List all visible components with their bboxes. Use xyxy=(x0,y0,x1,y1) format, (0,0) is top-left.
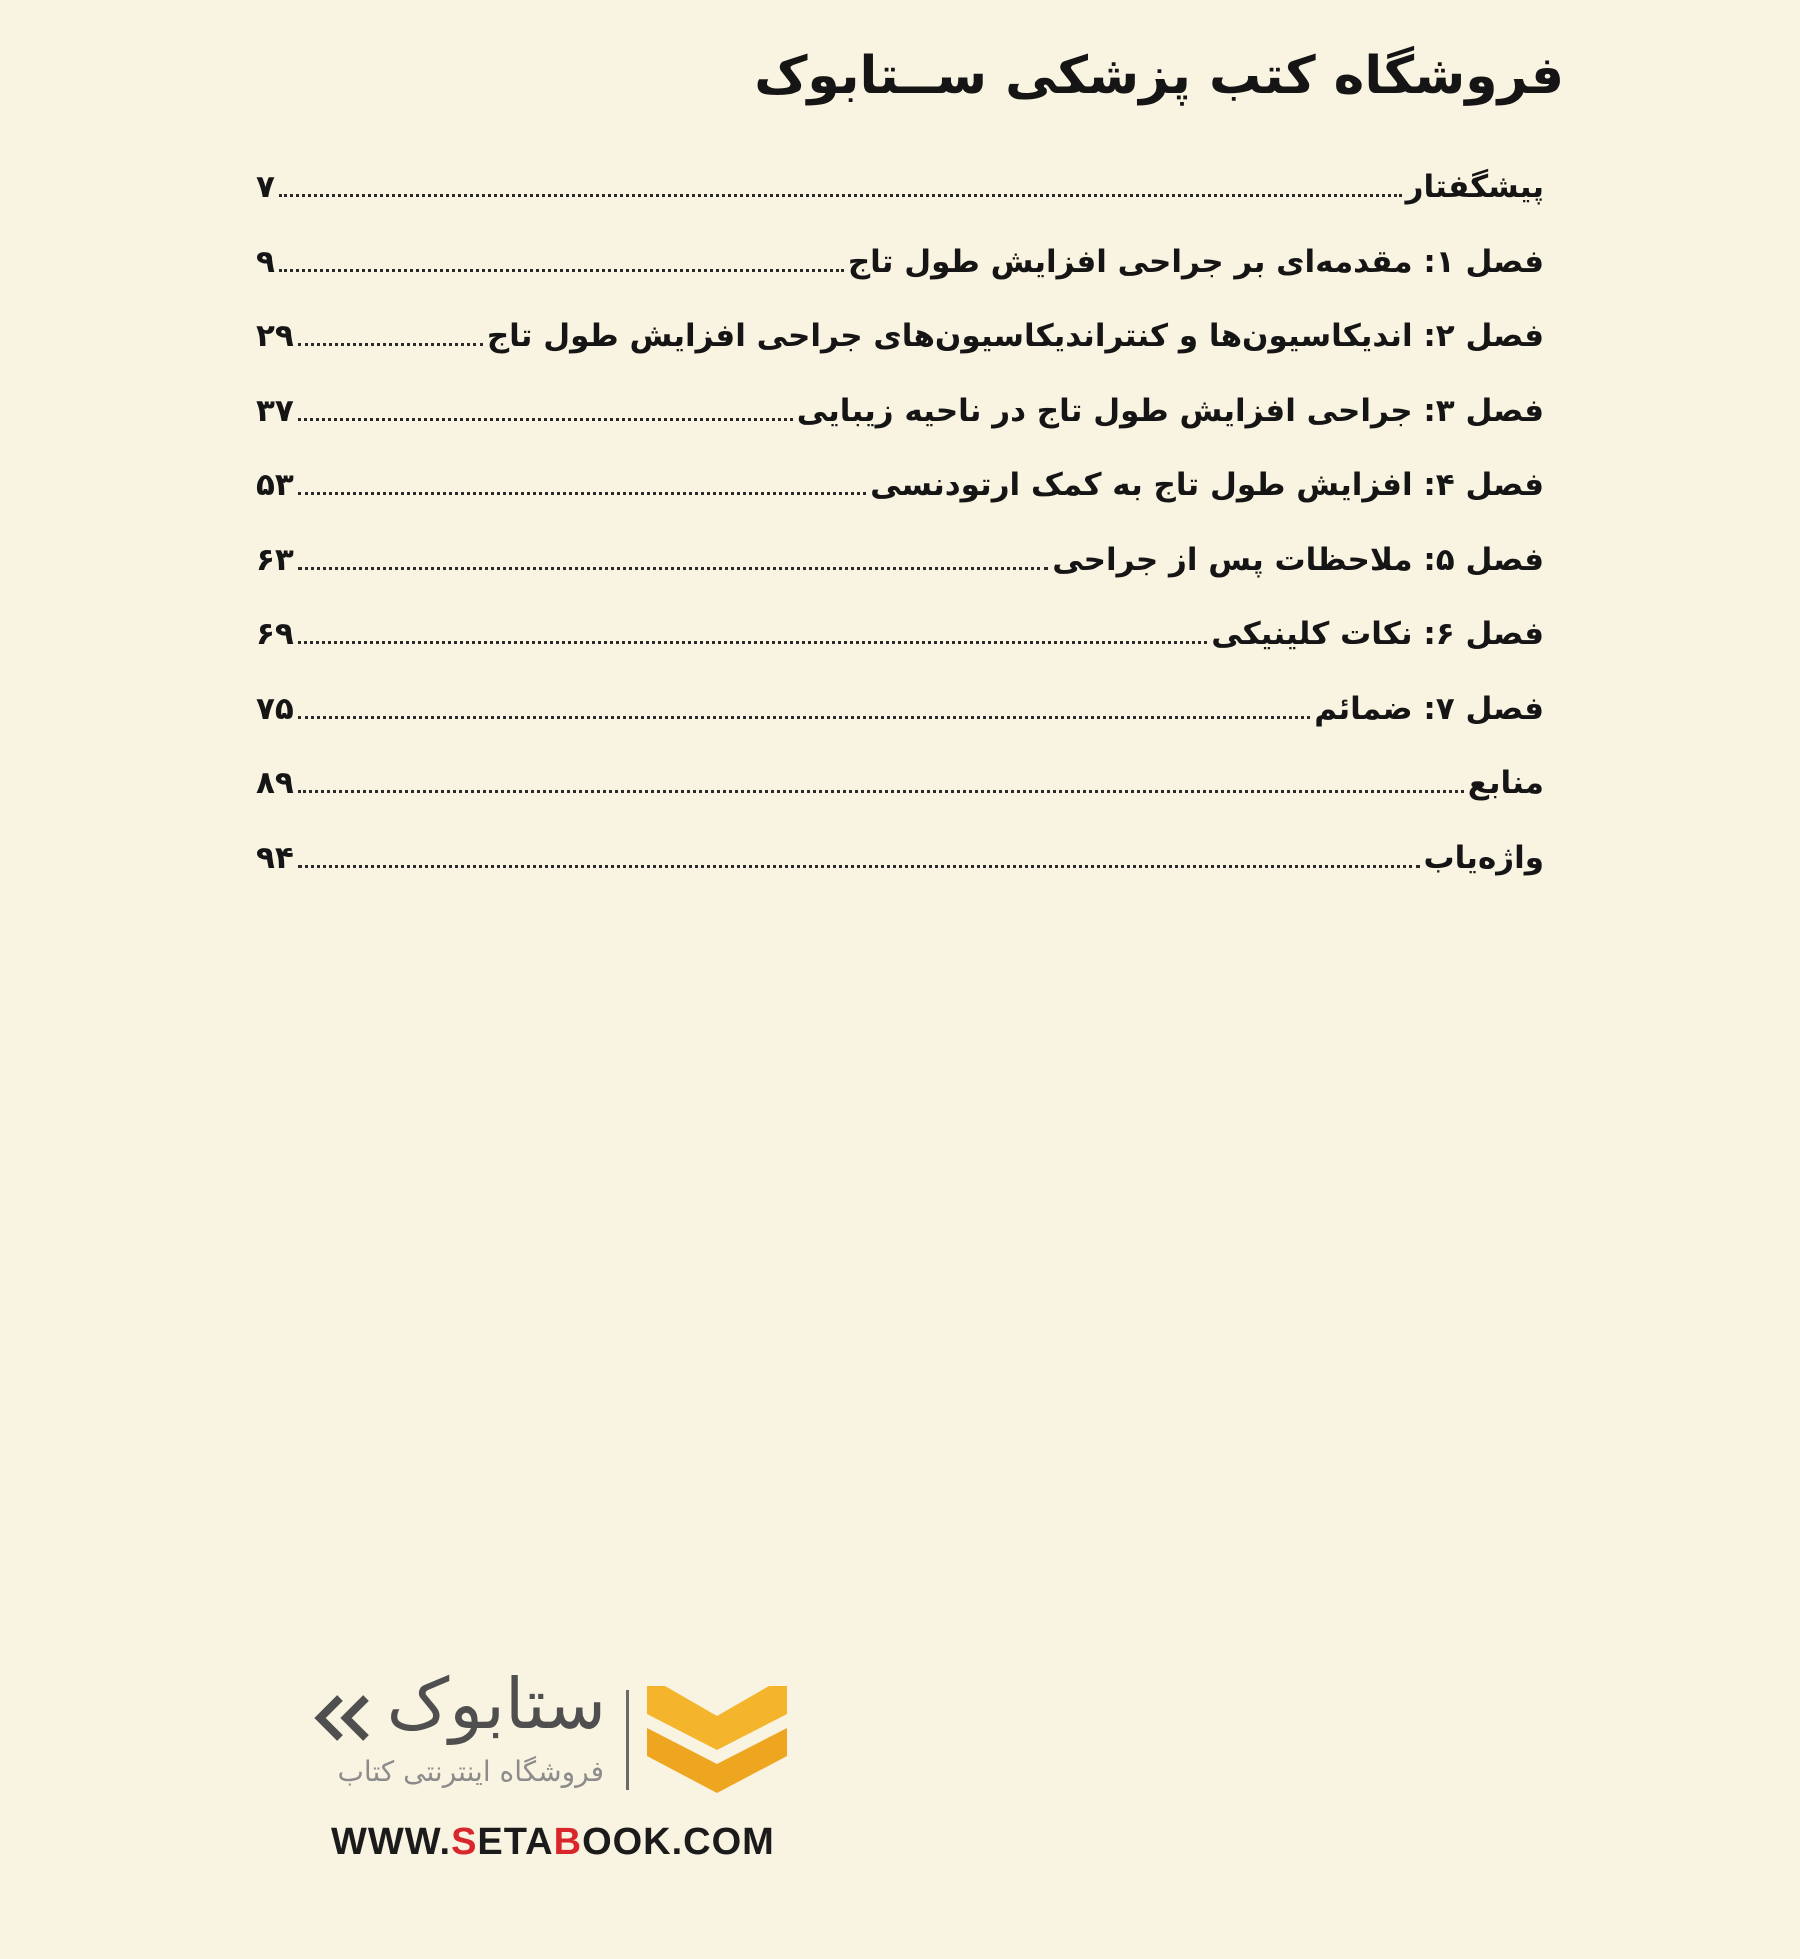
toc-entry xyxy=(256,150,1544,225)
toc-entry-page: ۸۹ xyxy=(256,765,294,801)
double-chevron-left-icon xyxy=(312,1692,374,1744)
toc-entry-page: ۹۴ xyxy=(256,839,294,876)
toc-entry-page: ۹ xyxy=(256,243,275,280)
dot-leader xyxy=(298,865,1420,868)
dot-leader xyxy=(298,790,1464,793)
toc-entry xyxy=(256,523,1544,598)
toc-entry-title: واژه‌یاب xyxy=(1423,839,1544,876)
toc-entry-page: ۵۳ xyxy=(256,467,294,503)
url-eta: ETA xyxy=(477,1821,554,1863)
dot-leader xyxy=(298,343,483,346)
toc-entry-page: ۶۹ xyxy=(256,616,294,652)
toc-entry xyxy=(256,746,1544,821)
toc-entry-title: فصل ۲: اندیکاسیون‌ها و کنتراندیکاسیون‌های جراحی افزایش طول تاج xyxy=(486,318,1544,354)
logo-tagline: فروشگاه اینترنتی کتاب xyxy=(337,1755,604,1788)
toc-entry xyxy=(256,299,1544,374)
toc-entry xyxy=(256,374,1544,449)
toc-entry-title: فصل ۱: مقدمه‌ای بر جراحی افزایش طول تاج xyxy=(847,243,1544,280)
toc-entry-page: ۷۵ xyxy=(256,690,294,727)
page-title: فروشگاه کتب پزشکی ســتابوک xyxy=(754,46,1564,106)
dot-leader xyxy=(298,641,1207,644)
url-prefix: WWW. xyxy=(331,1821,452,1863)
dot-leader xyxy=(298,418,793,421)
toc-entry-title: پیشگفتار xyxy=(1405,169,1544,205)
toc-entry-page: ۳۷ xyxy=(256,392,294,429)
toc-entry-page: ۷ xyxy=(256,169,275,205)
url-letter-s: S xyxy=(451,1821,478,1863)
dot-leader xyxy=(298,492,866,495)
toc-entry-title: فصل ۶: نکات کلینیکی xyxy=(1211,616,1544,652)
dot-leader xyxy=(298,716,1310,719)
chevron-outer xyxy=(320,1698,340,1738)
toc-entry xyxy=(256,672,1544,747)
dot-leader xyxy=(279,269,844,272)
table-of-contents xyxy=(256,150,1544,895)
website-url xyxy=(331,1818,775,1866)
toc-entry-title: فصل ۴: افزایش طول تاج به کمک ارتودنسی xyxy=(870,467,1544,503)
toc-entry-title: فصل ۵: ملاحظات پس از جراحی xyxy=(1052,541,1544,578)
chevron-book-icon xyxy=(647,1686,787,1794)
logo-divider xyxy=(626,1690,629,1790)
toc-entry-title: منابع xyxy=(1467,765,1544,801)
toc-entry-title: فصل ۷: ضمائم xyxy=(1314,690,1544,727)
toc-entry-page: ۶۳ xyxy=(256,541,294,578)
toc-entry xyxy=(256,821,1544,896)
url-suffix: OOK.COM xyxy=(582,1821,775,1863)
dot-leader xyxy=(298,567,1048,570)
toc-entry-page: ۲۹ xyxy=(256,318,294,354)
dot-leader xyxy=(279,194,1402,197)
chevron-inner xyxy=(346,1698,366,1738)
toc-entry xyxy=(256,448,1544,523)
toc-entry-title: فصل ۳: جراحی افزایش طول تاج در ناحیه زیبایی xyxy=(796,392,1544,429)
toc-entry xyxy=(256,597,1544,672)
url-letter-b: B xyxy=(553,1821,583,1863)
logo-wordmark: ستابوک xyxy=(386,1663,606,1745)
toc-entry xyxy=(256,225,1544,300)
